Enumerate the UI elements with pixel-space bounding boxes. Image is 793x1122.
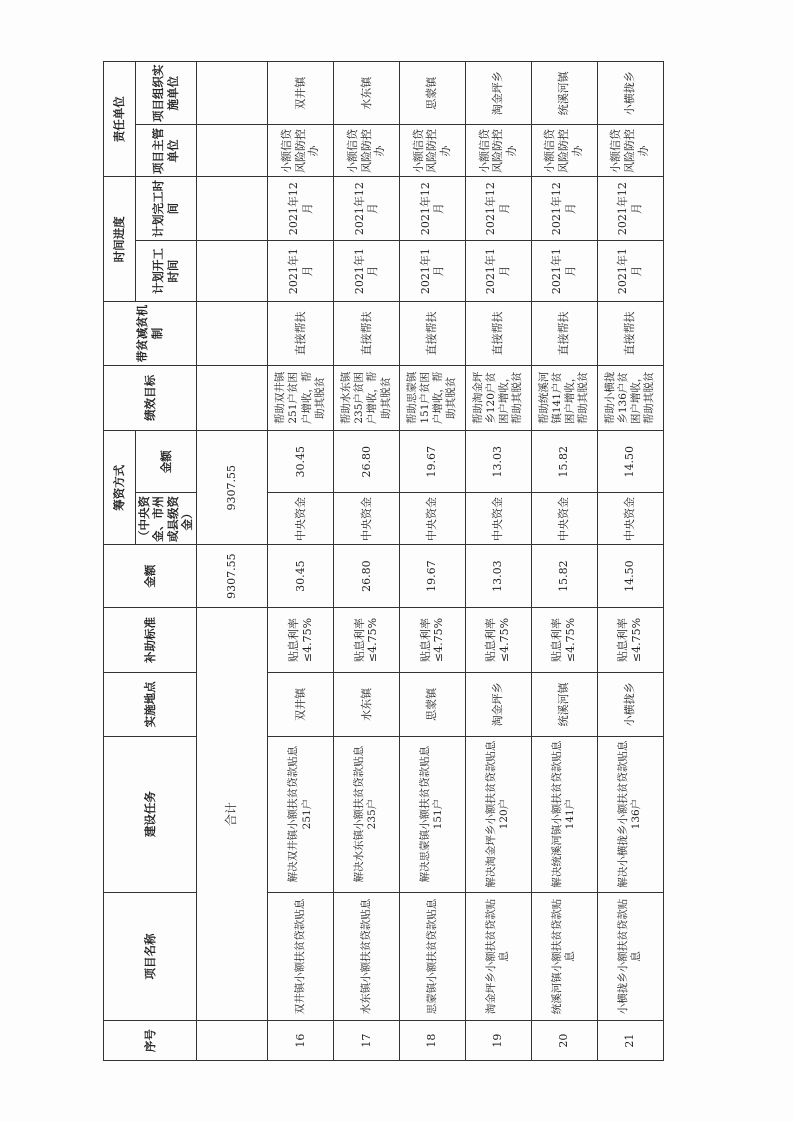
cell-location: 水东镇 xyxy=(334,673,400,736)
cell-project-name: 统溪河镇小额扶贫贷款贴息 xyxy=(531,892,597,1021)
cell-construction-task: 解决统溪河镇小额扶贫贷款贴息141户 xyxy=(531,736,597,892)
cell-seq: 19 xyxy=(465,1021,531,1061)
cell-subsidy-standard: 贴息利率≤4.75% xyxy=(597,607,663,672)
cell-supervisor: 小额信贷风险防控办 xyxy=(531,125,597,177)
cell-poverty-mechanism: 直接帮扶 xyxy=(597,302,663,365)
table-row xyxy=(597,62,663,1061)
cell-funding-source: 中央资金 xyxy=(465,493,531,545)
cell-project-name: 思蒙镇小额扶贫贷款贴息 xyxy=(399,892,465,1021)
cell-location: 淘金坪乡 xyxy=(465,673,531,736)
total-seq xyxy=(196,1021,268,1061)
header-location: 实施地点 xyxy=(104,673,197,736)
cell-plan-end: 2021年12月 xyxy=(465,177,531,240)
cell-construction-task: 解决水东镇小额扶贫贷款贴息235户 xyxy=(334,736,400,892)
cell-seq: 17 xyxy=(334,1021,400,1061)
cell-plan-start: 2021年1月 xyxy=(531,240,597,301)
cell-poverty-mechanism: 直接帮扶 xyxy=(531,302,597,365)
cell-seq: 16 xyxy=(268,1021,334,1061)
total-blank xyxy=(196,177,268,240)
cell-supervisor: 小额信贷风险防控办 xyxy=(334,125,400,177)
cell-location: 小横拢乡 xyxy=(597,673,663,736)
table-row xyxy=(399,62,465,1061)
table-row xyxy=(531,62,597,1061)
cell-plan-end: 2021年12月 xyxy=(268,177,334,240)
cell-location: 双井镇 xyxy=(268,673,334,736)
cell-implementer: 双井镇 xyxy=(268,62,334,125)
cell-location: 统溪河镇 xyxy=(531,673,597,736)
header-amount: 金额 xyxy=(104,545,197,607)
cell-performance-goal: 帮助小横拢乡136户贫困户增收，帮助其脱贫 xyxy=(597,365,663,430)
header-project-name: 项目名称 xyxy=(104,892,197,1021)
total-blank xyxy=(196,240,268,301)
header-funding-amount: 金额 xyxy=(136,430,197,492)
table-row xyxy=(334,62,400,1061)
cell-amount: 14.50 xyxy=(597,545,663,607)
cell-implementer: 思蒙镇 xyxy=(399,62,465,125)
cell-performance-goal: 帮助双井镇251户贫困户增收，帮助其脱贫 xyxy=(268,365,334,430)
cell-plan-end: 2021年12月 xyxy=(399,177,465,240)
cell-funding-amount: 30.45 xyxy=(268,430,334,492)
total-funding-amount: 9307.55 xyxy=(196,430,268,544)
cell-amount: 13.03 xyxy=(465,545,531,607)
cell-plan-start: 2021年1月 xyxy=(334,240,400,301)
cell-poverty-mechanism: 直接帮扶 xyxy=(399,302,465,365)
cell-seq: 20 xyxy=(531,1021,597,1061)
header-schedule: 时间进度 xyxy=(104,177,136,302)
cell-plan-start: 2021年1月 xyxy=(465,240,531,301)
total-blank xyxy=(196,62,268,125)
project-table xyxy=(103,61,664,1061)
cell-amount: 19.67 xyxy=(399,545,465,607)
cell-poverty-mechanism: 直接帮扶 xyxy=(334,302,400,365)
total-blank xyxy=(196,302,268,365)
cell-implementer: 小横拢乡 xyxy=(597,62,663,125)
cell-seq: 21 xyxy=(597,1021,663,1061)
cell-implementer: 水东镇 xyxy=(334,62,400,125)
cell-plan-start: 2021年1月 xyxy=(597,240,663,301)
cell-funding-source: 中央资金 xyxy=(334,493,400,545)
cell-performance-goal: 帮助统溪河镇141户贫困户增收，帮助其脱贫 xyxy=(531,365,597,430)
total-amount: 9307.55 xyxy=(196,545,268,607)
cell-poverty-mechanism: 直接帮扶 xyxy=(465,302,531,365)
cell-construction-task: 解决淘金坪乡小额扶贫贷款贴息120户 xyxy=(465,736,531,892)
header-performance-goal: 绩效目标 xyxy=(104,365,197,430)
cell-subsidy-standard: 贴息利率≤4.75% xyxy=(334,607,400,672)
cell-funding-amount: 14.50 xyxy=(597,430,663,492)
cell-supervisor: 小额信贷风险防控办 xyxy=(465,125,531,177)
header-plan-start: 计划开工时间 xyxy=(136,240,197,301)
cell-funding-amount: 15.82 xyxy=(531,430,597,492)
table-row xyxy=(465,62,531,1061)
cell-funding-amount: 26.80 xyxy=(334,430,400,492)
cell-subsidy-standard: 贴息利率≤4.75% xyxy=(531,607,597,672)
cell-subsidy-standard: 贴息利率≤4.75% xyxy=(465,607,531,672)
cell-plan-end: 2021年12月 xyxy=(531,177,597,240)
cell-plan-end: 2021年12月 xyxy=(334,177,400,240)
header-responsible: 责任单位 xyxy=(104,62,136,177)
cell-subsidy-standard: 贴息利率≤4.75% xyxy=(399,607,465,672)
cell-subsidy-standard: 贴息利率≤4.75% xyxy=(268,607,334,672)
cell-funding-source: 中央资金 xyxy=(531,493,597,545)
cell-supervisor: 小额信贷风险防控办 xyxy=(399,125,465,177)
cell-construction-task: 解决小横拢乡小额扶贫贷款贴息136户 xyxy=(597,736,663,892)
cell-construction-task: 解决双井镇小额扶贫贷款贴息251户 xyxy=(268,736,334,892)
cell-project-name: 双井镇小额扶贫贷款贴息 xyxy=(268,892,334,1021)
cell-performance-goal: 帮助水东镇235户贫困户增收，帮助其脱贫 xyxy=(334,365,400,430)
total-blank xyxy=(196,365,268,430)
header-plan-end: 计划完工时间 xyxy=(136,177,197,240)
cell-performance-goal: 帮助淘金坪乡120户贫困户增收，帮助其脱贫 xyxy=(465,365,531,430)
cell-performance-goal: 帮助思蒙镇151户贫困户增收，帮助其脱贫 xyxy=(399,365,465,430)
cell-plan-end: 2021年12月 xyxy=(597,177,663,240)
cell-implementer: 统溪河镇 xyxy=(531,62,597,125)
cell-construction-task: 解决思蒙镇小额扶贫贷款贴息151户 xyxy=(399,736,465,892)
total-row xyxy=(196,62,268,1061)
cell-project-name: 小横拢乡小额扶贫贷款贴息 xyxy=(597,892,663,1021)
cell-funding-source: 中央资金 xyxy=(268,493,334,545)
cell-plan-start: 2021年1月 xyxy=(268,240,334,301)
total-label: 合计 xyxy=(196,607,268,1020)
cell-plan-start: 2021年1月 xyxy=(399,240,465,301)
cell-supervisor: 小额信贷风险防控办 xyxy=(268,125,334,177)
cell-amount: 26.80 xyxy=(334,545,400,607)
cell-poverty-mechanism: 直接帮扶 xyxy=(268,302,334,365)
cell-location: 思蒙镇 xyxy=(399,673,465,736)
cell-funding-source: 中央资金 xyxy=(597,493,663,545)
header-supervisor: 项目主管单位 xyxy=(136,125,197,177)
header-poverty-mechanism: 带贫减贫机制 xyxy=(104,302,197,365)
cell-seq: 18 xyxy=(399,1021,465,1061)
cell-funding-amount: 13.03 xyxy=(465,430,531,492)
cell-funding-amount: 19.67 xyxy=(399,430,465,492)
cell-implementer: 淘金坪乡 xyxy=(465,62,531,125)
table-row xyxy=(268,62,334,1061)
rotated-table-wrapper xyxy=(103,61,663,1061)
cell-funding-source: 中央资金 xyxy=(399,493,465,545)
cell-amount: 15.82 xyxy=(531,545,597,607)
header-subsidy-standard: 补助标准 xyxy=(104,607,197,672)
cell-supervisor: 小额信贷风险防控办 xyxy=(597,125,663,177)
header-construction-task: 建设任务 xyxy=(104,736,197,892)
header-seq: 序号 xyxy=(104,1021,197,1061)
header-funding-method: 筹资方式 xyxy=(104,430,136,544)
cell-project-name: 淘金坪乡小额扶贫贷款贴息 xyxy=(465,892,531,1021)
cell-amount: 30.45 xyxy=(268,545,334,607)
total-blank xyxy=(196,125,268,177)
cell-project-name: 水东镇小额扶贫贷款贴息 xyxy=(334,892,400,1021)
header-implementer: 项目组织实施单位 xyxy=(136,62,197,125)
header-funding-source: （中央资金、市州或县级资金） xyxy=(136,493,197,545)
